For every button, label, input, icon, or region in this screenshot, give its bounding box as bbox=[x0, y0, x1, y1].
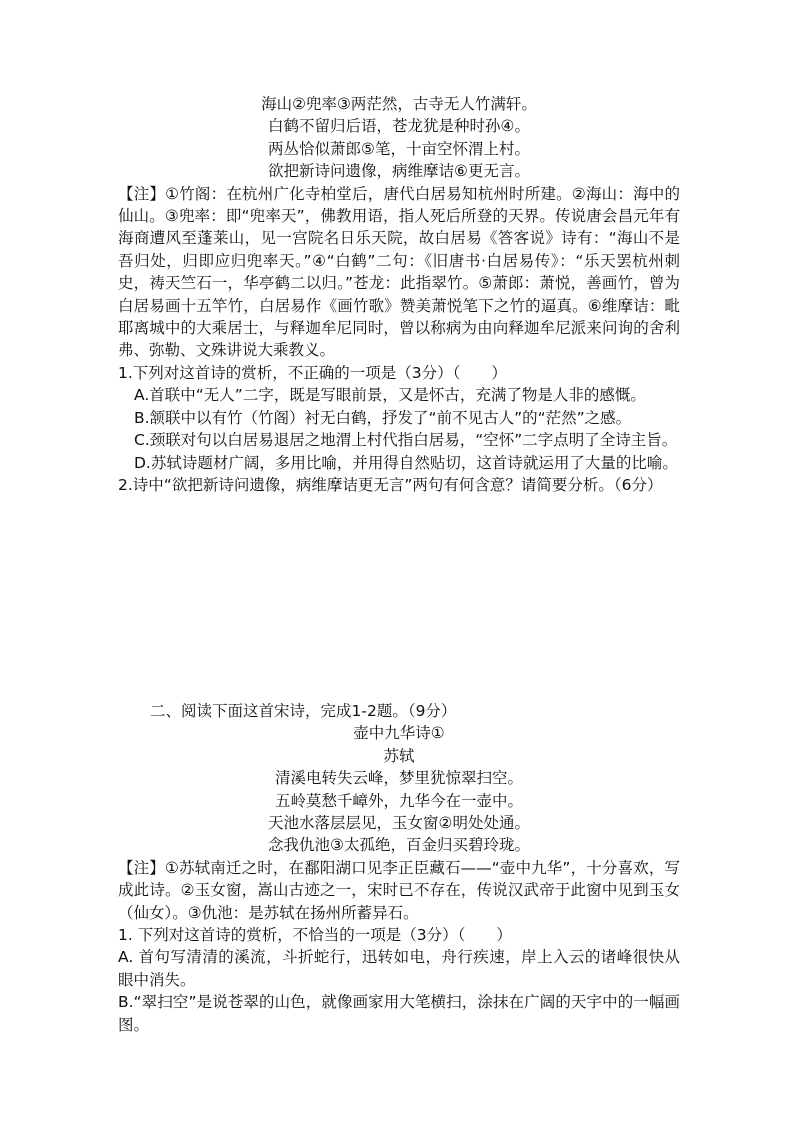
annotation-note: 【注】①苏轼南迁之时，在鄱阳湖口见李正臣藏石——“壶中九华”，十分喜欢，写成此诗。②玉女窗，嵩山古迹之一，宋时已不存在，传说汉武帝于此窗中见到玉女（仙女）。③仇池：是苏轼在扬州所蓄异石。 bbox=[118, 858, 680, 922]
option-d: D.苏轼诗题材广阔，多用比喻，并用得自然贴切，这首诗就运用了大量的比喻。 bbox=[134, 453, 678, 472]
poem-line: 五岭莫愁千嶂外，九华今在一壶中。 bbox=[274, 791, 523, 810]
question-2: 2.诗中“欲把新诗问遗像，病维摩诘更无言”两句有何含意？请简要分析。（6分） bbox=[118, 475, 663, 494]
poem-line: 念我仇池③太孤绝，百金归买碧玲珑。 bbox=[268, 836, 530, 855]
poem-line: 两丛恰似萧郎⑤笔，十亩空怀渭上村。 bbox=[268, 139, 530, 158]
option-c: C.颈联对句以白居易退居之地渭上村代指白居易，“空怀”二字点明了全诗主旨。 bbox=[134, 431, 678, 450]
poem-line: 欲把新诗问遗像，病维摩诘⑥更无言。 bbox=[268, 162, 530, 181]
poem-title: 壶中九华诗① bbox=[353, 724, 445, 743]
poem-line: 清溪电转失云峰，梦里犹惊翠扫空。 bbox=[274, 769, 523, 788]
option-b: B.“翠扫空”是说苍翠的山色，就像画家用大笔横扫，涂抹在广阔的天宇中的一幅画图。 bbox=[118, 993, 680, 1034]
question-1: 1.下列对这首诗的赏析，不正确的一项是（3分）（ ） bbox=[118, 363, 507, 382]
poem-line: 白鹤不留归后语，苍龙犹是种时孙④。 bbox=[268, 117, 530, 136]
option-a: A.首联中“无人”二字，既是写眼前景，又是怀古，充满了物是人非的感慨。 bbox=[134, 386, 646, 405]
section-1 bbox=[118, 93, 680, 496]
annotation-note: 【注】①竹阁：在杭州广化寺柏堂后，唐代白居易知杭州时所建。②海山：海中的仙山。③兜率：即“兜率天”，佛教用语，指人死后所登的天界。传说唐会昌元年有海商遭风至蓬莱山，见一宫院名日乐天院，故白居易《答客说》诗有：“海山不是吾归处，归即应归兜率天。”④“白鹤”二句：《旧唐书·白居易传》：“乐天罢杭州刺史，祷天竺石一，华亭鹤二以归。”苍龙：此指翠竹。⑤萧郎：萧悦，善画竹，曾为白居易画十五竿竹，白居易作《画竹歌》赞美萧悦笔下之竹的逼真。⑥维摩诘：毗耶离城中的大乘居士，与释迦牟尼同时，曾以称病为由向释迦牟尼派来问询的舍利弗、弥勒、文殊讲说大乘教义。 bbox=[118, 184, 680, 360]
section-heading: 二、阅读下面这首宋诗，完成1-2题。（9分） bbox=[150, 702, 457, 720]
section-2 bbox=[118, 700, 680, 1036]
option-a: A. 首句写清清的溪流，斗折蛇行，迅转如电，舟行疾速，岸上入云的诸峰很快从眼中消失。 bbox=[118, 948, 680, 989]
poem-line: 天池水落层层见，玉女窗②明处处通。 bbox=[268, 814, 530, 833]
poem-line: 海山②兜率③两茫然，古寺无人竹满轩。 bbox=[261, 95, 537, 113]
question-1: 1. 下列对这首诗的赏析，不恰当的一项是（3分）（ ） bbox=[118, 926, 512, 945]
poem-author: 苏轼 bbox=[383, 746, 415, 765]
option-b: B.颔联中以有竹（竹阁）衬无白鹤，抒发了“前不见古人”的“茫然”之感。 bbox=[134, 408, 632, 427]
